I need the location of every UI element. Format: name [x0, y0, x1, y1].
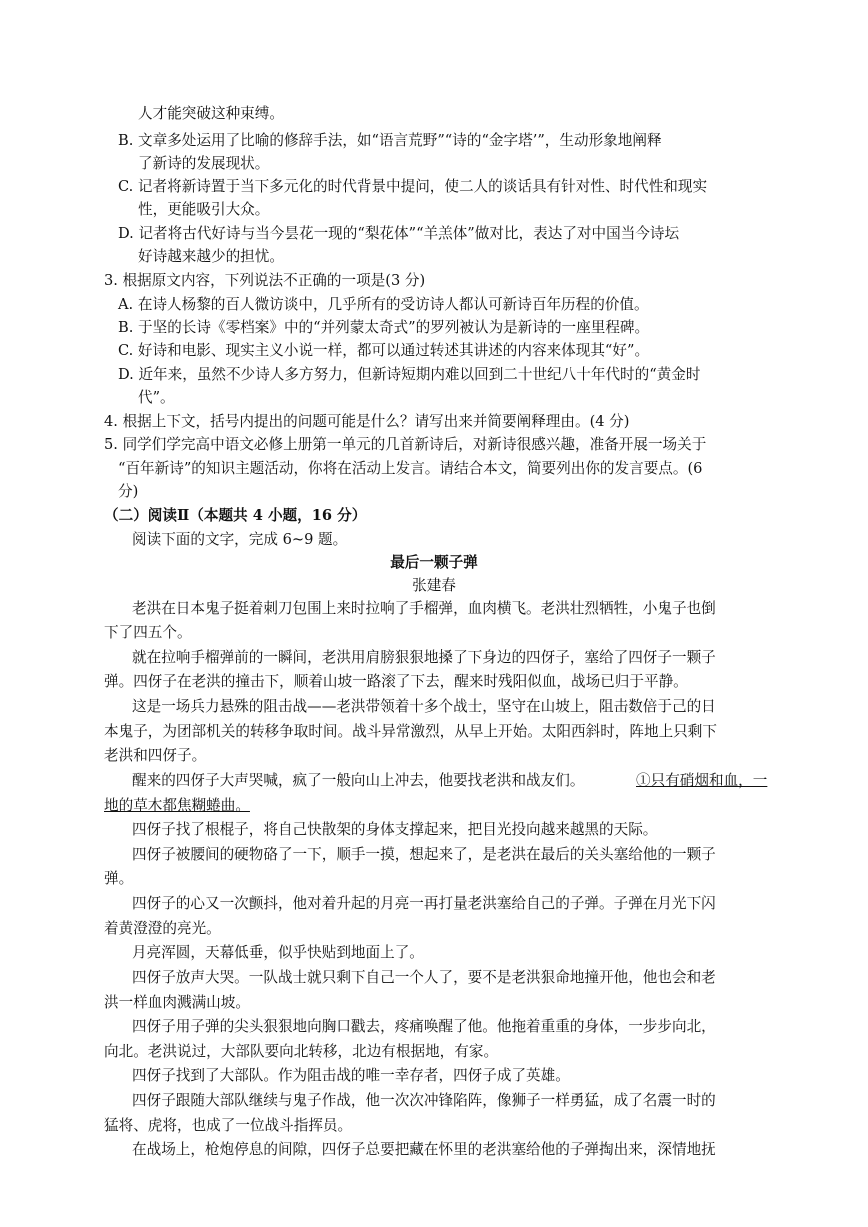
story-line: 着黄澄澄的亮光。 [104, 920, 221, 937]
story-line: 四伢子用子弹的尖头狠狠地向胸口戳去，疼痛唤醒了他。他拖着重重的身体，一步步向北， [132, 1018, 716, 1035]
story-line: 本鬼子，为团部机关的转移争取时间。战斗异常激烈，从早上开始。太阳西斜时，阵地上只剩下 [104, 723, 717, 740]
story-underlined-sentence-cont: 地的草木都焦糊蜷曲。 [104, 797, 250, 814]
question-3-option-b: B. 于坚的长诗《零档案》中的“并列蒙太奇式”的罗列被认为是新诗的一座里程碑。 [118, 319, 650, 336]
question-5-line2: “百年新诗”的知识主题活动，你将在活动上发言。请结合本文，简要列出你的发言要点。(6 [118, 460, 703, 477]
story-line: 四伢子找了根棍子，将自己快散架的身体支撑起来，把目光投向越来越黑的天际。 [132, 821, 658, 838]
story-line: 月亮浑圆，天幕低垂，似乎快贴到地面上了。 [132, 944, 424, 961]
section-2-instruction: 阅读下面的文字，完成 6~9 题。 [132, 531, 348, 548]
story-line: 洪一样血肉溅满山坡。 [104, 994, 250, 1011]
story-line: 醒来的四伢子大声哭喊，疯了一般向山上冲去，他要找老洪和战友们。 [132, 772, 585, 789]
question-4: 4. 根据上下文，括号内提出的问题可能是什么？请写出来并简要阐释理由。(4 分) [104, 413, 630, 430]
question-3-stem: 3. 根据原文内容，下列说法不正确的一项是(3 分) [104, 272, 426, 289]
option-d-line1: D. 记者将古代好诗与当今昙花一现的“梨花体”“羊羔体”做对比，表达了对中国当今诗坛 [118, 225, 680, 242]
story-line: 四伢子放声大哭。一队战士就只剩下自己一个人了，要不是老洪狠命地撞开他，他也会和老 [132, 969, 716, 986]
story-line: 猛将、虎将，也成了一位战斗指挥员。 [104, 1117, 353, 1134]
question-3-option-d-line2: 代”。 [138, 389, 175, 406]
story-line: 老洪在日本鬼子挺着刺刀包围上来时拉响了手榴弹，血肉横飞。老洪壮烈牺牲，小鬼子也倒 [132, 600, 716, 617]
story-line: 四伢子找到了大部队。作为阻击战的唯一幸存者，四伢子成了英雄。 [132, 1067, 570, 1084]
story-title: 最后一颗子弹 [390, 554, 478, 571]
question-3-option-c: C. 好诗和电影、现实主义小说一样，都可以通过转述其讲述的内容来体现其“好”。 [118, 342, 650, 359]
question-5-line3: 分) [118, 483, 139, 500]
story-line: 这是一场兵力悬殊的阻击战——老洪带领着十多个战士，坚守在山坡上，阻击数倍于己的日 [132, 698, 716, 715]
option-b-line1: B. 文章多处运用了比喻的修辞手法，如“语言荒野”“诗的“金字塔’”，生动形象地阐释 [118, 132, 662, 149]
section-2-heading: （二）阅读Ⅱ（本题共 4 小题，16 分） [104, 507, 367, 524]
option-c-line2: 性，更能吸引大众。 [138, 201, 270, 218]
story-underlined-sentence: ①只有硝烟和血，一 [636, 772, 768, 789]
story-line: 就在拉响手榴弹前的一瞬间，老洪用肩膀狠狠地搡了下身边的四伢子，塞给了四伢子一颗子 [132, 649, 716, 666]
story-line: 弹。 [104, 870, 134, 887]
option-c-line1: C. 记者将新诗置于当下多元化的时代背景中提问，使二人的谈话具有针对性、时代性和现实 [118, 178, 708, 195]
story-line: 四伢子被腰间的硬物硌了一下，顺手一摸，想起来了，是老洪在最后的关头塞给他的一颗子 [132, 846, 716, 863]
option-a-tail: 人才能突破这种束缚。 [138, 105, 284, 122]
story-line: 四伢子的心又一次颤抖，他对着升起的月亮一再打量老洪塞给自己的子弹。子弹在月光下闪 [132, 895, 716, 912]
story-line: 老洪和四伢子。 [104, 747, 207, 764]
story-line: 在战场上，枪炮停息的间隙，四伢子总要把藏在怀里的老洪塞给他的子弹掏出来，深情地抚 [132, 1141, 716, 1158]
question-3-option-a: A. 在诗人杨黎的百人微访谈中，几乎所有的受访诗人都认可新诗百年历程的价值。 [118, 296, 649, 313]
story-line: 四伢子跟随大部队继续与鬼子作战，他一次次冲锋陷阵，像狮子一样勇猛，成了名震一时的 [132, 1092, 716, 1109]
question-3-option-d-line1: D. 近年来，虽然不少诗人多方努力，但新诗短期内难以回到二十世纪八十年代时的“黄金时 [118, 366, 701, 383]
option-d-line2: 好诗越来越少的担忧。 [138, 248, 284, 265]
story-author: 张建春 [412, 577, 456, 594]
story-line: 弹。四伢子在老洪的撞击下，顺着山坡一路滚了下去，醒来时残阳似血，战场已归于平静。 [104, 673, 688, 690]
option-b-line2: 了新诗的发展现状。 [138, 155, 270, 172]
question-5-line1: 5. 同学们学完高中语文必修上册第一单元的几首新诗后，对新诗很感兴趣，准备开展一场关于 [104, 436, 707, 453]
story-line: 向北。老洪说过，大部队要向北转移，北边有根据地，有家。 [104, 1043, 499, 1060]
story-line: 下了四五个。 [104, 624, 192, 641]
